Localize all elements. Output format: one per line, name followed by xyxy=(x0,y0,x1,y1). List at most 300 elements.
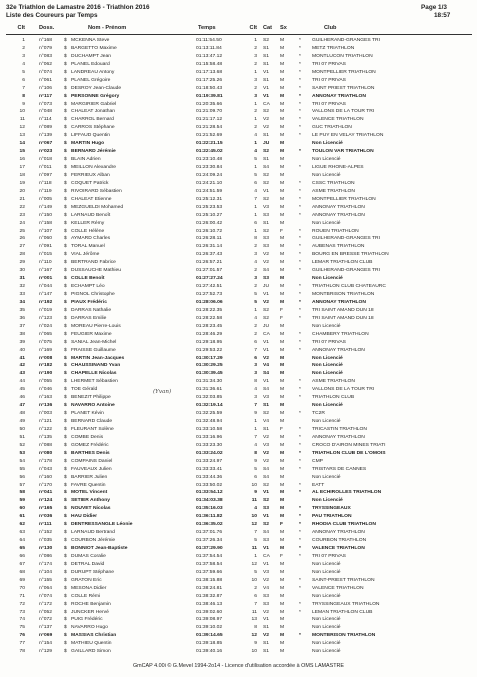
cell-time: 01:27:42.51 xyxy=(196,284,223,290)
cell-marker: * xyxy=(299,514,301,520)
cell-rank: 4 xyxy=(22,61,25,67)
cell-name: PIGNOL Christophe xyxy=(71,292,115,297)
cell-dossard: n°123 xyxy=(39,315,52,321)
cell-category: V3 xyxy=(263,442,270,448)
cell-symbol: $ xyxy=(64,355,67,361)
cell-cat-rank: 6 xyxy=(254,593,257,599)
cell-time: 01:38:46.13 xyxy=(196,601,223,607)
cell-marker: * xyxy=(299,45,301,51)
cell-marker: * xyxy=(299,180,301,186)
handwritten-annotation: (Yvan) xyxy=(153,389,172,395)
cell-sex: M xyxy=(280,53,285,59)
cell-dossard: n°046 xyxy=(39,387,52,393)
cell-rank: 49 xyxy=(19,419,25,424)
cell-time: 01:13:11.84 xyxy=(196,45,222,51)
cell-marker: * xyxy=(299,77,301,83)
cell-club: CMP xyxy=(312,458,323,464)
cell-marker: * xyxy=(299,268,301,274)
cell-time: 01:33:44.36 xyxy=(196,474,223,480)
cell-dossard: n°139 xyxy=(39,133,52,139)
cell-dossard: n°023 xyxy=(39,149,53,155)
cell-cat-rank: 4 xyxy=(254,260,257,266)
cell-symbol: $ xyxy=(64,553,67,559)
cell-time: 01:26:57.21 xyxy=(196,260,223,266)
cell-cat-rank: 4 xyxy=(254,506,257,512)
cell-marker: * xyxy=(299,260,301,266)
cell-name: ECHAMPT Léo xyxy=(71,284,105,290)
cell-rank: 45 xyxy=(19,387,25,393)
cell-sex: M xyxy=(280,577,285,583)
cell-name: COMPAINS Daniel xyxy=(71,458,113,464)
cell-rank: 76 xyxy=(19,633,25,639)
cell-time: 01:35:16.03 xyxy=(196,506,223,512)
cell-name: LARNAUD Bertrand xyxy=(71,530,115,536)
cell-marker: * xyxy=(299,331,301,337)
cell-name: CHALEAT Etienne xyxy=(71,196,112,202)
cell-sex: M xyxy=(280,172,285,178)
table-row xyxy=(0,561,477,569)
cell-rank: 54 xyxy=(19,458,25,464)
cell-name: DURUPT Stéphane xyxy=(71,569,114,575)
cell-symbol: $ xyxy=(64,403,67,409)
cell-club: Non Licencié xyxy=(312,649,341,655)
cell-time: 01:32:25.59 xyxy=(196,411,223,417)
cell-category: V1 xyxy=(263,379,270,385)
cell-time: 01:33:50.02 xyxy=(196,482,223,488)
cell-time: 01:13:47.12 xyxy=(196,53,223,59)
cell-sex: M xyxy=(280,149,285,155)
cell-category: V4 xyxy=(263,363,270,369)
cell-symbol: $ xyxy=(64,434,67,440)
cell-time: 01:21:52.69 xyxy=(196,133,223,139)
cell-club: MONTBRISON TRIATHLON xyxy=(312,633,376,639)
cell-name: MARTIN Hugo xyxy=(71,141,105,147)
cell-rank: 9 xyxy=(22,101,25,107)
table-row xyxy=(0,156,477,164)
cell-club: Non Licencié xyxy=(312,276,343,282)
cell-cat-rank: 8 xyxy=(254,236,257,242)
cell-symbol: $ xyxy=(64,411,67,417)
cell-sex: M xyxy=(280,180,285,186)
cell-cat-rank: 4 xyxy=(254,442,257,448)
cell-rank: 34 xyxy=(19,299,25,305)
cell-cat-rank: 6 xyxy=(254,474,257,480)
cell-name: MEILLON Alexandre xyxy=(71,165,117,170)
cell-time: 01:18:50.43 xyxy=(196,85,223,91)
cell-category: S4 xyxy=(263,268,270,274)
cell-name: NAVARRO Antoine xyxy=(71,403,115,409)
cell-name: GAILLARD Simon xyxy=(71,649,111,655)
cell-time: 01:34:03.38 xyxy=(196,498,223,504)
cell-rank: 38 xyxy=(19,331,25,337)
cell-category: S4 xyxy=(263,165,270,170)
table-row xyxy=(0,93,477,101)
table-row xyxy=(0,529,477,537)
cell-rank: 8 xyxy=(22,93,25,99)
page-number: Page 1/3 xyxy=(421,4,447,11)
cell-dossard: n°044 xyxy=(39,284,52,290)
cell-category: V1 xyxy=(263,347,270,353)
cell-symbol: $ xyxy=(64,585,67,591)
cell-sex: M xyxy=(280,593,285,599)
table-row xyxy=(0,259,477,267)
cell-symbol: $ xyxy=(64,347,67,353)
cell-symbol: $ xyxy=(64,244,67,250)
cell-name: CHAPELLE Nicolas xyxy=(71,371,117,377)
cell-category: S1 xyxy=(263,45,270,51)
table-row xyxy=(0,212,477,220)
cell-dossard: n°119 xyxy=(39,188,52,194)
table-row xyxy=(0,497,477,505)
cell-sex: M xyxy=(280,77,285,83)
cell-rank: 69 xyxy=(19,577,25,583)
cell-rank: 61 xyxy=(19,514,25,520)
cell-marker: * xyxy=(299,522,301,528)
table-row xyxy=(0,474,477,482)
cell-marker: * xyxy=(299,426,301,432)
cell-time: 01:32:03.85 xyxy=(196,395,223,401)
cell-dossard: n°106 xyxy=(39,85,52,91)
cell-cat-rank: 2 xyxy=(254,585,257,591)
cell-symbol: $ xyxy=(64,252,67,258)
table-row xyxy=(0,466,477,474)
cell-category: JU xyxy=(263,141,270,147)
table-row xyxy=(0,450,477,458)
cell-time: 01:33:54.12 xyxy=(196,490,223,496)
table-row xyxy=(0,220,477,228)
cell-symbol: $ xyxy=(64,323,67,329)
cell-sex: M xyxy=(280,220,285,226)
cell-name: FLEURANT Solène xyxy=(71,426,114,432)
cell-time: 01:38:32.87 xyxy=(196,593,223,599)
cell-time: 01:39:14.65 xyxy=(196,633,223,639)
cell-dossard: n°041 xyxy=(39,490,53,496)
cell-sex: M xyxy=(280,284,285,290)
cell-club: TRI SAINT AMAND DUN 18 xyxy=(312,307,374,313)
table-row xyxy=(0,601,477,609)
cell-category: S1 xyxy=(263,220,270,226)
cell-sex: M xyxy=(280,411,285,417)
cell-club: ASME TRIATHLON xyxy=(312,379,355,385)
cell-marker: * xyxy=(299,93,301,99)
cell-marker: * xyxy=(299,149,301,155)
cell-rank: 74 xyxy=(19,617,25,623)
cell-time: 01:28:46.29 xyxy=(196,331,223,337)
cell-cat-rank: 1 xyxy=(254,228,257,234)
cell-category: S1 xyxy=(263,157,270,163)
cell-sex: M xyxy=(280,38,285,43)
cell-symbol: $ xyxy=(64,284,67,290)
cell-symbol: $ xyxy=(64,260,67,266)
cell-rank: 16 xyxy=(19,157,25,163)
cell-name: DUMAS Coralie xyxy=(71,553,106,559)
cell-cat-rank: 1 xyxy=(254,212,257,218)
cell-symbol: $ xyxy=(64,315,67,321)
cell-dossard: n°086 xyxy=(39,553,52,559)
cell-marker: * xyxy=(299,601,301,607)
cell-category: V2 xyxy=(263,458,270,464)
cell-marker: * xyxy=(299,292,301,297)
cell-category: S4 xyxy=(263,387,270,393)
cell-name: COMBE Denis xyxy=(71,434,104,440)
cell-time: 01:17:13.68 xyxy=(196,69,223,75)
cell-symbol: $ xyxy=(64,442,67,448)
cell-cat-rank: 8 xyxy=(254,450,257,456)
table-row xyxy=(0,108,477,116)
cell-dossard: n°075 xyxy=(39,339,52,345)
cell-rank: 68 xyxy=(19,569,25,575)
cell-symbol: $ xyxy=(64,101,67,107)
cell-name: DENTRESSANGLE Léonie xyxy=(71,522,133,528)
cell-cat-rank: 4 xyxy=(254,387,257,393)
cell-sex: M xyxy=(280,196,285,202)
cell-category: V4 xyxy=(263,419,270,424)
cell-club: TRI 07 PRIVAS xyxy=(312,77,346,83)
cell-time: 01:24:09.24 xyxy=(196,172,223,178)
table-row xyxy=(0,370,477,378)
cell-sex: M xyxy=(280,212,285,218)
cell-marker: * xyxy=(299,196,301,202)
cell-marker: * xyxy=(299,387,301,393)
cell-time: 01:37:29.90 xyxy=(196,546,223,551)
cell-category: V2 xyxy=(263,450,270,456)
cell-name: COLLE Benoît xyxy=(71,276,105,282)
cell-sex: M xyxy=(280,387,285,393)
cell-category: S2 xyxy=(263,482,270,488)
cell-symbol: $ xyxy=(64,339,67,345)
cell-cat-rank: 2 xyxy=(254,125,257,131)
cell-marker: * xyxy=(299,307,301,313)
cell-rank: 17 xyxy=(19,165,25,170)
table-row xyxy=(0,180,477,188)
cell-rank: 52 xyxy=(19,442,25,448)
cell-category: V2 xyxy=(263,434,270,440)
cell-category: S1 xyxy=(263,133,270,139)
cell-club: TRYSSINGEAUX TRIATHLON xyxy=(312,601,380,607)
cell-category: S1 xyxy=(263,625,270,631)
cell-sex: F xyxy=(280,553,284,559)
table-row xyxy=(0,609,477,617)
cell-rank: 19 xyxy=(19,180,25,186)
cell-cat-rank: 5 xyxy=(254,538,257,544)
cell-symbol: $ xyxy=(64,593,67,599)
cell-sex: M xyxy=(280,133,285,139)
cell-category: S2 xyxy=(263,149,270,155)
cell-club: TRIATHLON CLUB xyxy=(312,395,355,401)
cell-rank: 20 xyxy=(19,188,25,194)
cell-category: V1 xyxy=(263,85,270,91)
cell-time: 01:21:17.12 xyxy=(196,117,223,123)
cell-club: LE PUY EN VELAY TRIATHLON xyxy=(312,133,384,139)
header-rule xyxy=(6,34,472,35)
cell-symbol: $ xyxy=(64,53,67,59)
cell-dossard: n°168 xyxy=(39,38,52,43)
cell-dossard: n°182 xyxy=(39,363,53,369)
cell-cat-rank: 3 xyxy=(254,93,257,99)
cell-marker: * xyxy=(299,633,301,639)
cell-club: ANNONAY TRIATHLON xyxy=(312,299,366,305)
cell-time: 01:33:23.30 xyxy=(196,442,223,448)
table-row xyxy=(0,418,477,426)
table-row xyxy=(0,275,477,283)
cell-name: DARRAS Nathalie xyxy=(71,307,112,313)
cell-sex: M xyxy=(280,649,285,655)
cell-club: ANNONAY TRIATHLON xyxy=(312,434,365,440)
cell-rank: 28 xyxy=(19,252,25,258)
cell-club: TRICASTIN TRIATHLON xyxy=(312,426,367,432)
cell-rank: 14 xyxy=(19,141,25,147)
cell-marker: * xyxy=(299,38,301,43)
cell-marker: * xyxy=(299,395,301,401)
cell-category: V1 xyxy=(263,69,270,75)
cell-symbol: $ xyxy=(64,569,67,575)
cell-cat-rank: 10 xyxy=(251,514,257,520)
cell-dossard: n°019 xyxy=(39,307,52,313)
cell-rank: 58 xyxy=(19,490,25,496)
cell-rank: 51 xyxy=(19,434,25,440)
col-header-sx: Sx xyxy=(280,25,287,31)
cell-time: 01:36:11.82 xyxy=(196,514,223,520)
table-row xyxy=(0,61,477,69)
cell-rank: 53 xyxy=(19,450,25,456)
cell-sex: M xyxy=(280,371,285,377)
cell-name: NOUVET Nicolas xyxy=(71,506,111,512)
cell-club: TRISTARS DE CANNES xyxy=(312,466,367,472)
cell-sex: M xyxy=(280,450,285,456)
table-row xyxy=(0,172,477,180)
cell-symbol: $ xyxy=(64,633,67,639)
cell-marker: * xyxy=(299,165,301,170)
table-row xyxy=(0,489,477,497)
cell-sex: M xyxy=(280,585,285,591)
cell-rank: 29 xyxy=(19,260,25,266)
cell-marker: * xyxy=(299,609,301,615)
table-row xyxy=(0,434,477,442)
cell-rank: 30 xyxy=(19,268,25,274)
cell-category: V1 xyxy=(263,561,270,567)
cell-symbol: $ xyxy=(64,641,67,647)
cell-category: S4 xyxy=(263,371,270,377)
cell-symbol: $ xyxy=(64,85,67,91)
cell-cat-rank: 9 xyxy=(254,641,257,647)
table-row xyxy=(0,362,477,370)
cell-club: ANNONAY TRIATHLON xyxy=(312,347,365,353)
cell-category: V1 xyxy=(263,339,270,345)
col-header-clt: Clt xyxy=(17,25,25,31)
cell-name: RIVOIRARD Sébastien xyxy=(71,188,122,194)
cell-name: PLANEL Edouard xyxy=(71,61,110,67)
cell-cat-rank: 1 xyxy=(254,38,257,43)
cell-category: V1 xyxy=(263,188,270,194)
cell-sex: M xyxy=(280,323,285,329)
cell-club: LEMAR TRIATHLON CLUB xyxy=(312,260,373,266)
cell-dossard: n°111 xyxy=(39,522,52,528)
table-row xyxy=(0,640,477,648)
cell-symbol: $ xyxy=(64,228,67,234)
cell-cat-rank: 5 xyxy=(254,292,257,297)
cell-dossard: n°073 xyxy=(39,101,52,107)
cell-time: 01:37:59.66 xyxy=(196,569,223,575)
cell-symbol: $ xyxy=(64,617,67,623)
cell-rank: 77 xyxy=(19,641,25,647)
cell-cat-rank: 7 xyxy=(254,196,257,202)
cell-name: CHALEAT Jonathan xyxy=(71,109,116,115)
cell-time: 01:31:36.61 xyxy=(196,387,223,393)
cell-name: GRATON Eric xyxy=(71,577,102,583)
cell-dossard: n°008 xyxy=(39,355,53,361)
cell-symbol: $ xyxy=(64,530,67,536)
table-row xyxy=(0,101,477,109)
cell-rank: 70 xyxy=(19,585,25,591)
cell-category: S2 xyxy=(263,228,270,234)
cell-dossard: n°107 xyxy=(39,228,52,234)
cell-cat-rank: 4 xyxy=(254,133,257,139)
cell-name: BERTRAND Fabrice xyxy=(71,260,116,266)
cell-cat-rank: 3 xyxy=(254,77,257,83)
cell-category: S3 xyxy=(263,538,270,544)
cell-time: 01:28:22.58 xyxy=(196,315,223,321)
cell-name: BLAIN Adrien xyxy=(71,157,101,163)
cell-sex: M xyxy=(280,379,285,385)
cell-dossard: n°005 xyxy=(39,196,52,202)
cell-symbol: $ xyxy=(64,93,67,99)
cell-category: S3 xyxy=(263,506,270,512)
cell-sex: M xyxy=(280,363,285,369)
cell-sex: M xyxy=(280,625,285,631)
cell-name: MATHIEU Quentin xyxy=(71,641,112,647)
cell-marker: * xyxy=(299,228,301,234)
cell-sex: M xyxy=(280,498,285,504)
cell-dossard: n°178 xyxy=(39,458,52,464)
cell-rank: 64 xyxy=(19,538,25,544)
cell-time: 01:36:35.02 xyxy=(196,522,223,528)
cell-marker: * xyxy=(299,212,301,218)
cell-marker: * xyxy=(299,434,301,440)
cell-sex: M xyxy=(280,292,285,297)
table-row xyxy=(0,545,477,553)
cell-sex: F xyxy=(280,307,284,313)
cell-symbol: $ xyxy=(64,109,67,115)
cell-symbol: $ xyxy=(64,299,67,305)
cell-name: CARROS Stéphane xyxy=(71,125,115,131)
cell-club: Non Licencié xyxy=(312,593,341,599)
table-row xyxy=(0,505,477,513)
cell-time: 01:33:33.41 xyxy=(196,466,223,472)
cell-marker: * xyxy=(299,585,301,591)
table-row xyxy=(0,77,477,85)
cell-dossard: n°061 xyxy=(39,77,52,83)
cell-time: 01:39:08.97 xyxy=(196,617,223,623)
cell-time: 01:37:01.76 xyxy=(196,530,223,536)
cell-club: Non Licencié xyxy=(312,371,343,377)
cell-cat-rank: 1 xyxy=(254,307,257,313)
cell-cat-rank: 7 xyxy=(254,601,257,607)
cell-dossard: n°137 xyxy=(39,625,52,631)
table-row xyxy=(0,299,477,307)
cell-name: PIAUX Frédéric xyxy=(71,299,107,305)
cell-time: 01:32:19.14 xyxy=(196,403,223,409)
cell-sex: M xyxy=(280,204,285,210)
cell-dossard: n°160 xyxy=(39,474,52,480)
cell-sex: M xyxy=(280,617,285,623)
col-header-nom: Nom - Prénom xyxy=(88,25,127,31)
cell-name: MARTIN Jean-Jacques xyxy=(71,355,125,361)
cell-club: Non Licencié xyxy=(312,355,343,361)
cell-name: BERNARD Claude xyxy=(71,419,113,424)
cell-sex: M xyxy=(280,458,285,464)
cell-cat-rank: 10 xyxy=(251,577,257,583)
cell-dossard: n°190 xyxy=(39,371,53,377)
